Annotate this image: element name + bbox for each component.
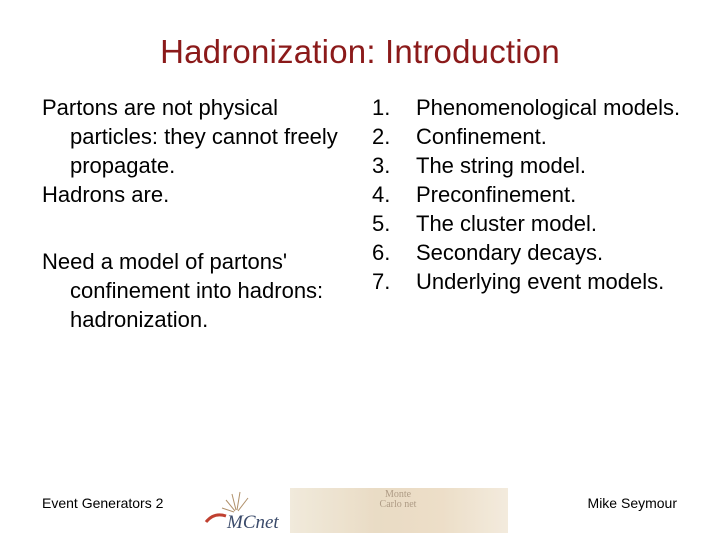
mcnet-logo-icon bbox=[200, 488, 290, 533]
logo-text: MCnet bbox=[227, 512, 279, 533]
montecarlo-net-banner bbox=[290, 488, 508, 533]
slide-title: Hadronization: Introduction bbox=[160, 33, 560, 70]
list-item bbox=[372, 209, 712, 238]
paragraph-partons: Partons are not physical particles: they cannot freely propagate. bbox=[42, 95, 338, 178]
list-text: Confinement. bbox=[416, 124, 547, 149]
list-text: Phenomenological models. bbox=[416, 95, 681, 120]
list-number: 4. bbox=[372, 182, 391, 207]
list-number: 7. bbox=[372, 269, 391, 294]
list-item bbox=[372, 267, 712, 296]
list-number: 1. bbox=[372, 95, 391, 120]
list-text: Underlying event models. bbox=[416, 269, 665, 294]
list-text: Preconfinement. bbox=[416, 182, 577, 207]
paragraph-need-model: Need a model of partons' confinement into hadrons: hadronization. bbox=[42, 249, 324, 332]
list-number: 2. bbox=[372, 124, 391, 149]
footer-author: Mike Seymour bbox=[587, 495, 677, 511]
footer-course: Event Generators 2 bbox=[42, 495, 164, 511]
list-number: 3. bbox=[372, 153, 391, 178]
list-item bbox=[372, 238, 712, 267]
list-item bbox=[372, 93, 712, 122]
list-text: The string model. bbox=[416, 153, 586, 178]
list-number: 5. bbox=[372, 211, 391, 236]
outline-list bbox=[372, 93, 712, 296]
left-column bbox=[42, 93, 362, 334]
banner-text: Monte Carlo net bbox=[379, 489, 417, 510]
list-item bbox=[372, 180, 712, 209]
mcnet-logo bbox=[200, 488, 290, 533]
list-item bbox=[372, 151, 712, 180]
spacer bbox=[42, 209, 362, 247]
list-text: The cluster model. bbox=[416, 211, 597, 236]
list-text: Secondary decays. bbox=[416, 240, 604, 265]
list-item bbox=[372, 122, 712, 151]
paragraph-hadrons: Hadrons are. bbox=[42, 182, 170, 207]
list-number: 6. bbox=[372, 240, 391, 265]
